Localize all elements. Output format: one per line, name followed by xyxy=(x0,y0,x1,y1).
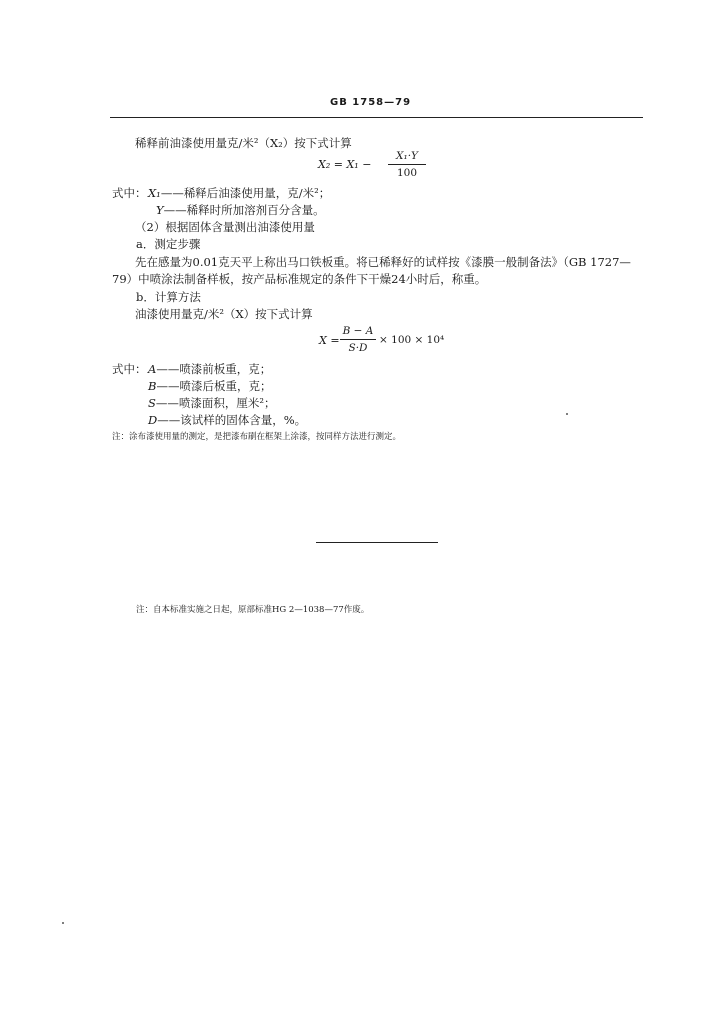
formula1-lhs: X₂ = X₁ − xyxy=(318,158,372,171)
scan-speck xyxy=(62,922,64,924)
def-text: 喷漆前板重，克； xyxy=(179,362,272,376)
step-a-title: a．测定步骤 xyxy=(136,237,201,251)
formula2-denominator: S·D xyxy=(348,342,368,354)
section2-def-b xyxy=(148,379,271,394)
end-rule xyxy=(316,542,438,543)
def-dash: —— xyxy=(155,396,179,410)
def-dash: —— xyxy=(160,186,184,200)
def-dash: —— xyxy=(163,203,187,217)
header-rule xyxy=(110,117,643,118)
section2-def-s xyxy=(148,396,276,411)
scan-speck xyxy=(566,413,568,415)
section2-note: 注：涂布漆使用量的测定，是把漆布刷在框架上涂漆，按同样方法进行测定。 xyxy=(112,432,402,442)
formula2-numerator: B − A xyxy=(342,325,374,337)
formula1-fraction xyxy=(388,150,426,180)
formula1-denominator: 100 xyxy=(396,167,418,179)
def-symbol: A xyxy=(148,362,157,376)
def-symbol: X₁ xyxy=(148,186,161,200)
def-symbol: S xyxy=(148,396,156,410)
step-b-intro: 油漆使用量克/米²（X）按下式计算 xyxy=(135,307,313,321)
def-dash: —— xyxy=(156,362,180,376)
step-b-title: b．计算方法 xyxy=(136,290,201,304)
section2-def-a xyxy=(148,362,271,377)
standard-code: GB 1758—79 xyxy=(330,97,412,108)
formula2-lhs: X = xyxy=(319,334,340,347)
formula2-rhs: × 100 × 10⁴ xyxy=(379,334,445,346)
step-a-line1: 先在感量为0.01克天平上称出马口铁板重。将已稀释好的试样按《漆膜一般制备法》（GB 1727— xyxy=(135,255,631,269)
section1-def-y xyxy=(156,203,325,218)
section1-where-label: 式中： xyxy=(112,186,147,200)
formula2-fraction-bar xyxy=(340,339,376,340)
def-symbol: B xyxy=(148,379,157,393)
section2-heading: （2）根据固体含量测出油漆使用量 xyxy=(135,220,315,234)
def-text: 稀释时所加溶剂百分含量。 xyxy=(186,203,325,217)
def-dash: —— xyxy=(156,379,180,393)
def-text: 稀释后油漆使用量，克/米²； xyxy=(183,186,331,200)
def-symbol: D xyxy=(148,413,158,427)
section1-intro: 稀释前油漆使用量克/米²（X₂）按下式计算 xyxy=(135,136,352,150)
formula1-fraction-bar xyxy=(388,164,426,165)
section2-def-d xyxy=(148,413,306,428)
def-symbol: Y xyxy=(156,203,164,217)
step-a-line2: 79）中喷涂法制备样板，按产品标准规定的条件下干燥24小时后，称重。 xyxy=(112,272,487,286)
def-text: 喷漆后板重，克； xyxy=(179,379,272,393)
formula2-fraction xyxy=(340,325,376,355)
footer-note: 注：自本标准实施之日起，原部标准HG 2—1038—77作废。 xyxy=(136,605,370,615)
def-text: 喷漆面积，厘米²； xyxy=(178,396,276,410)
formula1-numerator: X₁·Y xyxy=(396,150,418,162)
section1-def-x1 xyxy=(148,186,330,201)
def-dash: —— xyxy=(157,413,181,427)
def-text: 该试样的固体含量，%。 xyxy=(180,413,307,427)
section2-where-label: 式中： xyxy=(112,362,147,376)
